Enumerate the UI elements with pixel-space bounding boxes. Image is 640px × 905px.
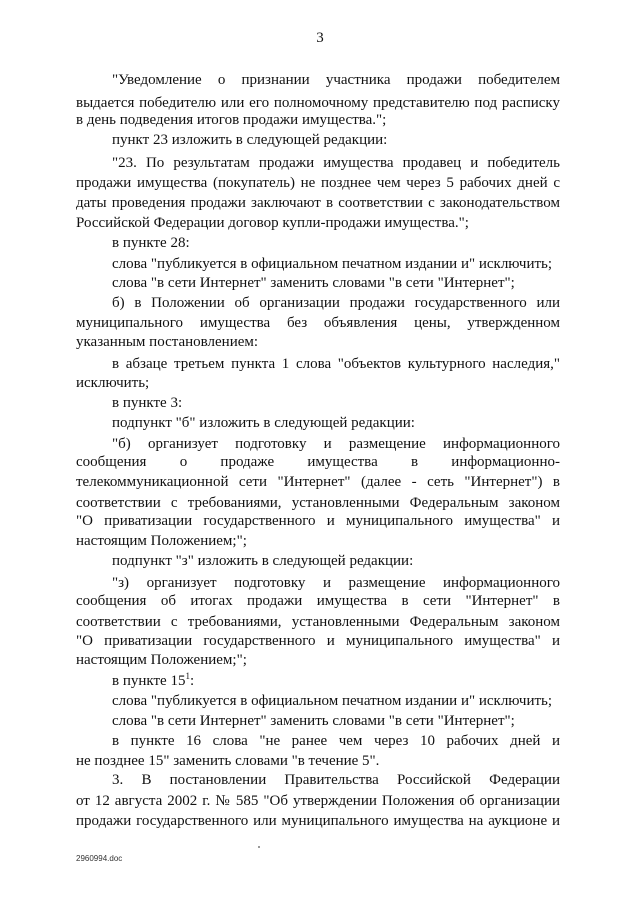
text-line: Российской Федерации договор купли-продажи имущества."; <box>76 215 469 231</box>
text-line: пункт 23 изложить в следующей редакции: <box>112 132 388 148</box>
text-line: выдается победителю или его полномочному представителю под расписку <box>76 95 560 111</box>
text-line: слова "публикуется в официальном печатном издании и" исключить; <box>112 256 553 272</box>
text-line: не позднее 15" заменить словами "в течение 5". <box>76 753 380 769</box>
text-line: 3. В постановлении Правительства Российской Федерации <box>112 772 560 788</box>
text-line: слова "в сети Интернет" заменить словами "в сети "Интернет"; <box>112 713 515 729</box>
text-line: подпункт "з" изложить в следующей редакции: <box>112 553 414 569</box>
text-line: в день подведения итогов продажи имущества."; <box>76 112 387 128</box>
text-line: настоящим Положением;"; <box>76 652 247 668</box>
text-line: продажи имущества (покупатель) не позднее чем через 5 рабочих дней с <box>76 175 560 191</box>
text-line: указанным постановлением: <box>76 334 259 350</box>
text-line: муниципального имущества без объявления цены, утвержденном <box>76 315 560 331</box>
text-line: в абзаце третьем пункта 1 слова "объектов культурного наследия," <box>112 356 560 372</box>
text-line: исключить; <box>76 375 150 391</box>
text-line: сообщения о продаже имущества в информационно- <box>76 454 560 470</box>
text-line: соответствии с требованиями, установленными Федеральным законом <box>76 614 560 630</box>
text-line: телекоммуникационной сети "Интернет" (далее - сеть "Интернет") в <box>76 474 560 490</box>
text-line: "О приватизации государственного и муниципального имущества" и <box>76 513 560 529</box>
footer-file-code: 2960994.doc <box>76 854 123 863</box>
text-line: "з) организует подготовку и размещение информационного <box>112 575 560 591</box>
text-line: даты проведения продажи заключают в соответствии с законодательством <box>76 195 560 211</box>
text-line: "Уведомление о признании участника продажи победителем <box>112 72 560 88</box>
text-line: в пункте 16 слова "не ранее чем через 10 рабочих дней и <box>112 733 560 749</box>
text-line: слова "в сети Интернет" заменить словами "в сети "Интернет"; <box>112 275 515 291</box>
text-line: от 12 августа 2002 г. № 585 "Об утверждении Положения об организации <box>76 793 560 809</box>
text-line: настоящим Положением;"; <box>76 533 247 549</box>
text-line: продажи государственного или муниципального имущества на аукционе и <box>76 813 560 829</box>
text-line: "б) организует подготовку и размещение информационного <box>112 436 560 452</box>
text-line: "О приватизации государственного и муниципального имущества" и <box>76 633 560 649</box>
text-line: в пункте 3: <box>112 395 183 411</box>
scan-speck <box>258 846 260 848</box>
page-number: 3 <box>316 30 324 46</box>
text-line: соответствии с требованиями, установленными Федеральным законом <box>76 495 560 511</box>
text-line: б) в Положении об организации продажи государственного или <box>112 295 560 311</box>
text-line: в пункте $15^1$: <box>112 671 195 689</box>
text-line-content: в пункте 15 <box>112 673 186 689</box>
text-line: "23. По результатам продажи имущества продавец и победитель <box>112 155 560 171</box>
text-line: сообщения об итогах продажи имущества в сети "Интернет" в <box>76 593 560 609</box>
text-line: в пункте 28: <box>112 235 190 251</box>
text-line: слова "публикуется в официальном печатном издании и" исключить; <box>112 693 553 709</box>
text-line: подпункт "б" изложить в следующей редакции: <box>112 415 415 431</box>
superscript: 1 <box>185 671 190 681</box>
